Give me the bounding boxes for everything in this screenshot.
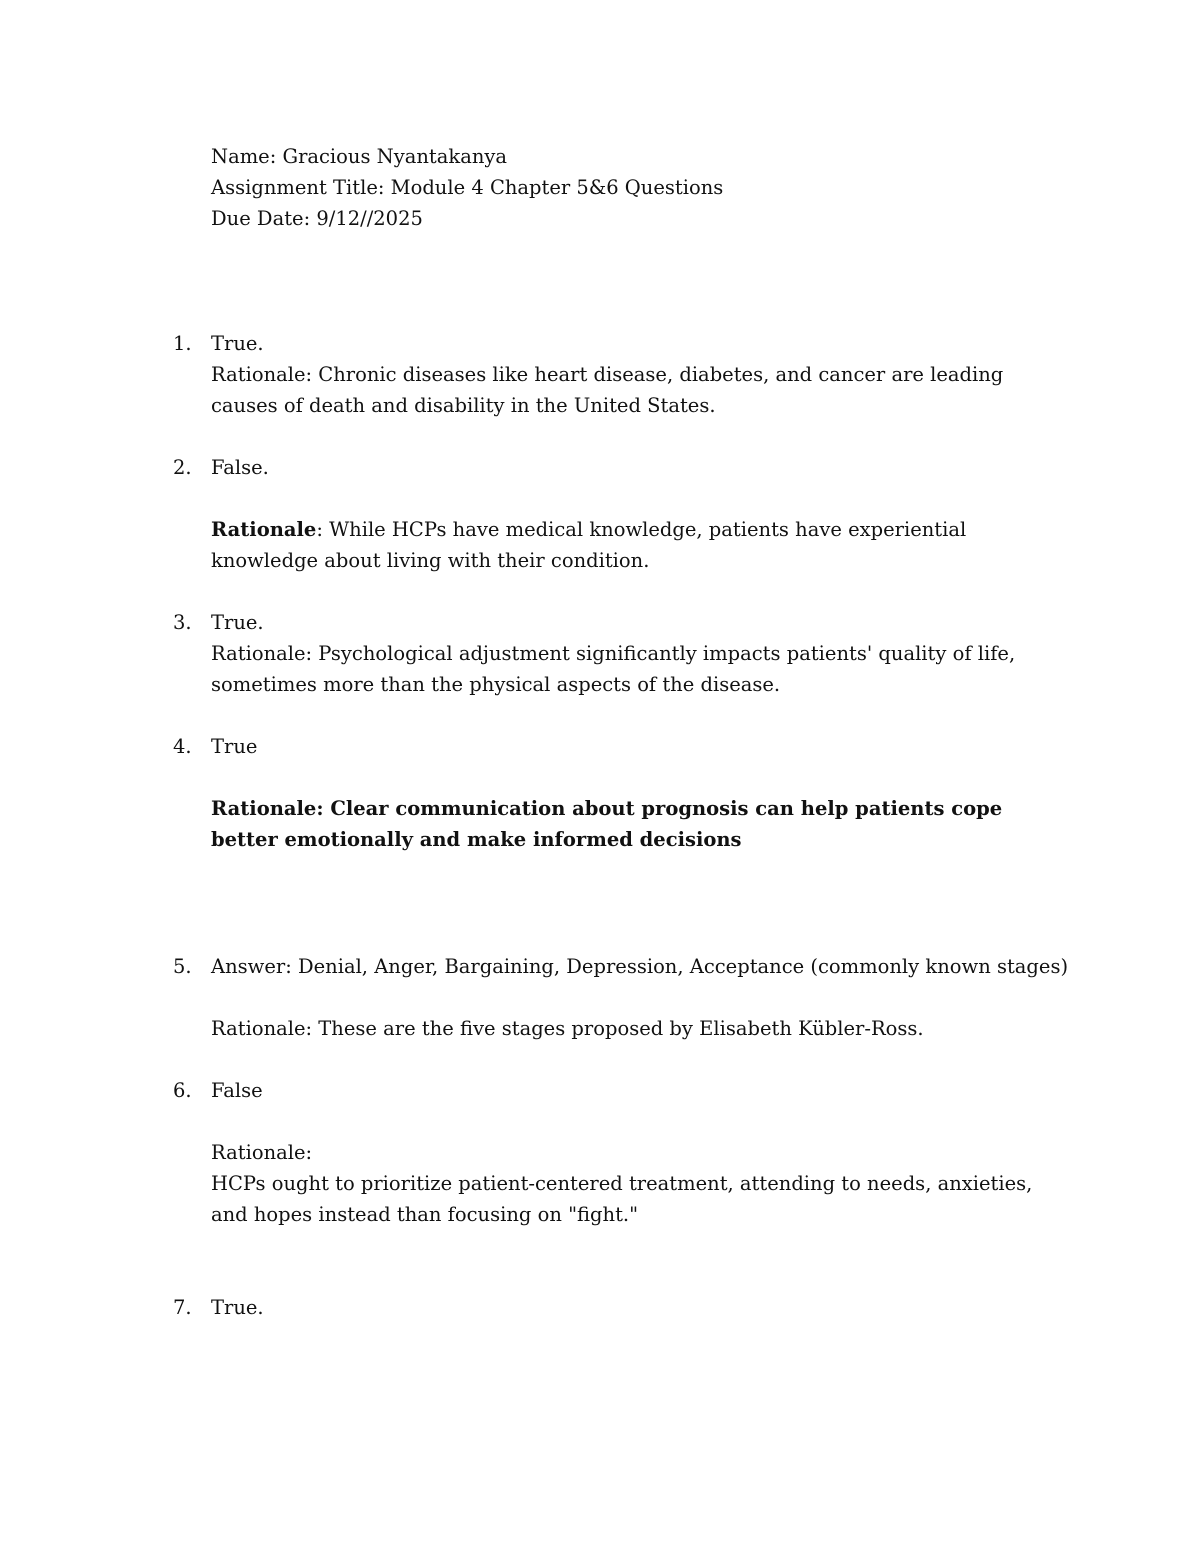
- item-number: 6.: [173, 1079, 192, 1102]
- item-answer: Answer: Denial, Anger, Bargaining, Depression, Acceptance (commonly known stages): [211, 955, 1069, 978]
- item-number: 7.: [173, 1296, 192, 1319]
- rationale-text: : While HCPs have medical knowledge, patients have experiential knowledge about living with their condition.: [211, 518, 967, 572]
- item-number: 4.: [173, 735, 192, 758]
- item-rationale: Rationale: Clear communication about prognosis can help patients cope better emotionally and make informed decisions: [211, 797, 1003, 851]
- rationale-label: Rationale: [211, 518, 317, 541]
- item-answer: True.: [211, 611, 264, 634]
- assignment-title: Assignment Title: Module 4 Chapter 5&6 Questions: [211, 176, 724, 199]
- item-answer: True.: [211, 332, 264, 355]
- student-name: Name: Gracious Nyantakanya: [211, 145, 508, 168]
- item-rationale: Rationale: These are the five stages proposed by Elisabeth Kübler-Ross.: [211, 1017, 924, 1040]
- item-number: 2.: [173, 456, 192, 479]
- item-number: 1.: [173, 332, 192, 355]
- item-rationale: HCPs ought to prioritize patient-centered treatment, attending to needs, anxieties, and hopes instead than focusing on "fight.": [211, 1172, 1033, 1226]
- rationale-label: Rationale:: [211, 1141, 313, 1164]
- item-number: 3.: [173, 611, 192, 634]
- item-rationale: Rationale: Chronic diseases like heart disease, diabetes, and cancer are leading causes of death and disability in the United States.: [211, 363, 1004, 417]
- item-rationale: [211, 514, 1061, 576]
- item-number: 5.: [173, 955, 192, 978]
- item-answer: True.: [211, 1296, 264, 1319]
- item-answer: False: [211, 1079, 263, 1102]
- item-rationale: Rationale: Psychological adjustment significantly impacts patients' quality of life, sometimes more than the physical aspects of the disease.: [211, 642, 1016, 696]
- due-date: Due Date: 9/12//2025: [211, 207, 423, 230]
- item-answer: False.: [211, 456, 269, 479]
- document-header: [211, 141, 1111, 234]
- item-answer: True: [211, 735, 258, 758]
